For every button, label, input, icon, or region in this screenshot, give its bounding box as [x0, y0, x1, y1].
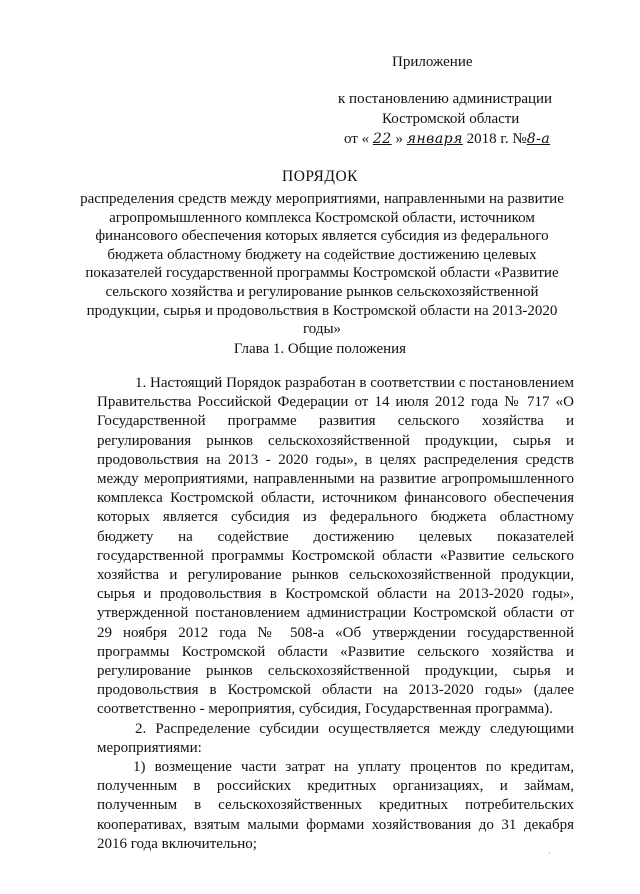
- appendix-block: [338, 52, 578, 149]
- chapter-heading: Глава 1. Общие положения: [233, 341, 407, 357]
- handwritten-number: 8-а: [526, 131, 551, 147]
- handwritten-month: января: [406, 131, 463, 147]
- order-subtitle: распределения средств между мероприятиями, направленными на развитие агропромышленного комплекса Костромской области, источником финансового обеспечения которых является субсидия из федерального бюджета областному бюджету на содействие достижению целевых показателей государственной программы Костромской области «Развитие сельского хозяйства и регулирование рынков сельскохозяйственной продукции, сырья и продовольствия в Костромской области на 2013-2020 годы»: [80, 191, 564, 338]
- date-mid: »: [395, 131, 403, 147]
- handwritten-day: 22: [372, 131, 392, 147]
- body-text: [97, 374, 574, 854]
- order-title: ПОРЯДОК: [282, 168, 358, 185]
- paragraph-3: 1) возмещение части затрат на уплату процентов по кредитам, полученным в российских кредитных организациях, и займам, полученным в сельскохозяйственных кредитных потребительских кооперативах, взятым малыми формами хозяйствования до 31 декабря 2016 года включительно;: [97, 759, 574, 852]
- paragraph-1: 1. Настоящий Порядок разработан в соответствии с постановлением Правительства Российской Федерации от 14 июля 2012 года № 717 «О Государственной программе развития сельского хозяйства и регулирования рынков сельскохозяйственной продукции, сырья и продовольствия на 2013 - 2020 годы», в целях распределения средств между мероприятиями, направленными на развитие агропромышленного комплекса Костромской области, источником финансового обеспечения которых является субсидия из федерального бюджета областному бюджету на содействие достижению целевых показателей государственной программы Костромской области «Развитие сельского хозяйства и регулирование рынков сельскохозяйственной продукции, сырья и продовольствия в Костромской области на 2013-2020 годы», утвержденной постановлением администрации Костромской области от 29 ноября 2012 года № 508-а «Об утверждении государственной программы Костромской области «Развитие сельского хозяйства и регулирование рынков сельскохозяйственной продукции, сырья и продовольствия в Костромской области на 2013-2020 годы» (далее соответственно - мероприятия, субсидия, Государственная программа).: [97, 375, 574, 718]
- date-year: 2018 г. №: [466, 131, 527, 147]
- appendix-line-1: к постановлению администрации: [338, 91, 553, 107]
- scan-speck: ·: [548, 849, 551, 858]
- appendix-line-2: Костромской области: [382, 111, 520, 127]
- appendix-title: Приложение: [392, 54, 473, 70]
- paragraph-2: 2. Распределение субсидии осуществляется между следующими мероприятиями:: [97, 720, 574, 756]
- appendix-date-line: [338, 129, 578, 149]
- date-prefix: от «: [344, 131, 370, 147]
